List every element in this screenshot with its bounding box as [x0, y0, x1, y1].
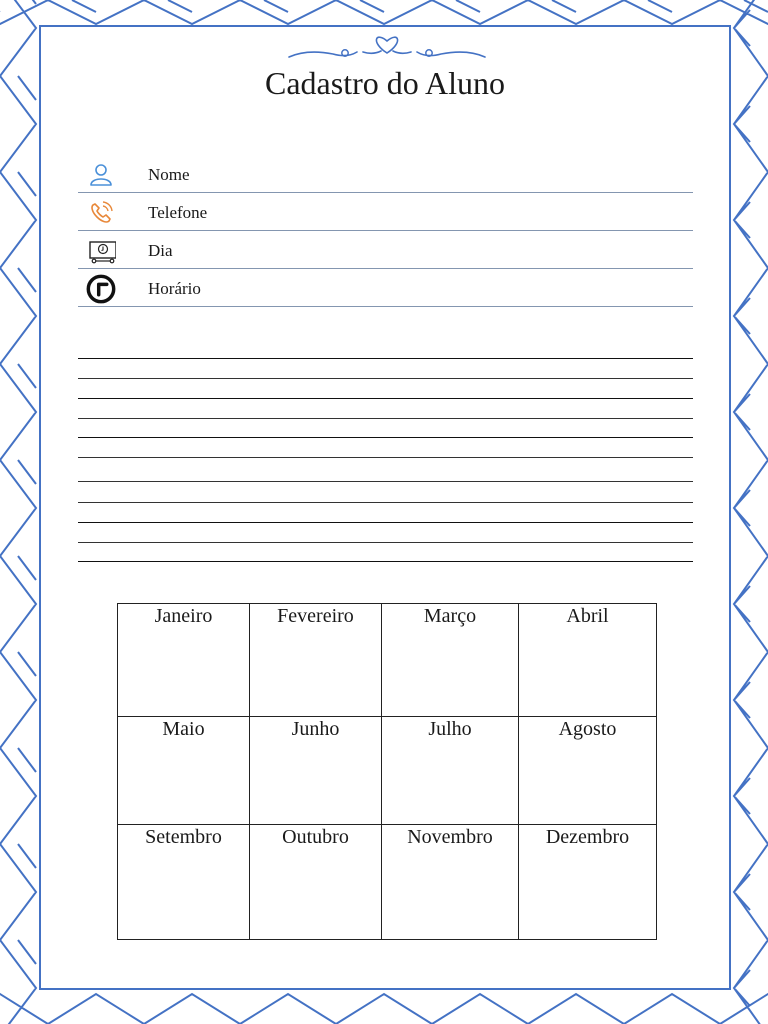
writing-line[interactable]	[78, 522, 693, 523]
writing-line[interactable]	[78, 481, 693, 482]
months-row	[118, 717, 657, 825]
field-label-horario: Horário	[148, 279, 201, 298]
months-grid	[117, 603, 657, 940]
student-form-page	[39, 25, 731, 990]
calendar-icon	[86, 238, 116, 264]
heart-ornament	[285, 33, 489, 61]
months-row	[118, 604, 657, 717]
field-label-nome: Nome	[148, 165, 190, 184]
writing-line[interactable]	[78, 457, 693, 458]
writing-line[interactable]	[78, 561, 693, 562]
field-telefone[interactable]	[78, 193, 693, 231]
field-label-telefone: Telefone	[148, 203, 208, 222]
month-cell-dezembro[interactable]: Dezembro	[519, 825, 657, 940]
month-cell-novembro[interactable]: Novembro	[382, 825, 519, 940]
writing-line[interactable]	[78, 542, 693, 543]
clock-icon	[86, 274, 116, 304]
form-title: Cadastro do Aluno	[265, 65, 505, 101]
person-icon	[88, 162, 114, 188]
field-nome[interactable]	[78, 155, 693, 193]
field-horario[interactable]	[78, 269, 693, 307]
month-cell-julho[interactable]: Julho	[382, 717, 519, 825]
month-cell-marco[interactable]: Março	[382, 604, 519, 717]
month-cell-maio[interactable]: Maio	[118, 717, 250, 825]
writing-line[interactable]	[78, 437, 693, 438]
month-cell-junho[interactable]: Junho	[250, 717, 382, 825]
month-cell-fevereiro[interactable]: Fevereiro	[250, 604, 382, 717]
writing-line[interactable]	[78, 502, 693, 503]
field-dia[interactable]	[78, 231, 693, 269]
month-cell-agosto[interactable]: Agosto	[519, 717, 657, 825]
month-cell-setembro[interactable]: Setembro	[118, 825, 250, 940]
writing-line[interactable]	[78, 418, 693, 419]
month-cell-janeiro[interactable]: Janeiro	[118, 604, 250, 717]
month-cell-abril[interactable]: Abril	[519, 604, 657, 717]
month-cell-outubro[interactable]: Outubro	[250, 825, 382, 940]
writing-line[interactable]	[78, 398, 693, 399]
phone-icon	[88, 200, 114, 226]
writing-line[interactable]	[78, 358, 693, 359]
months-row	[118, 825, 657, 940]
writing-line[interactable]	[78, 378, 693, 379]
field-label-dia: Dia	[148, 241, 173, 260]
